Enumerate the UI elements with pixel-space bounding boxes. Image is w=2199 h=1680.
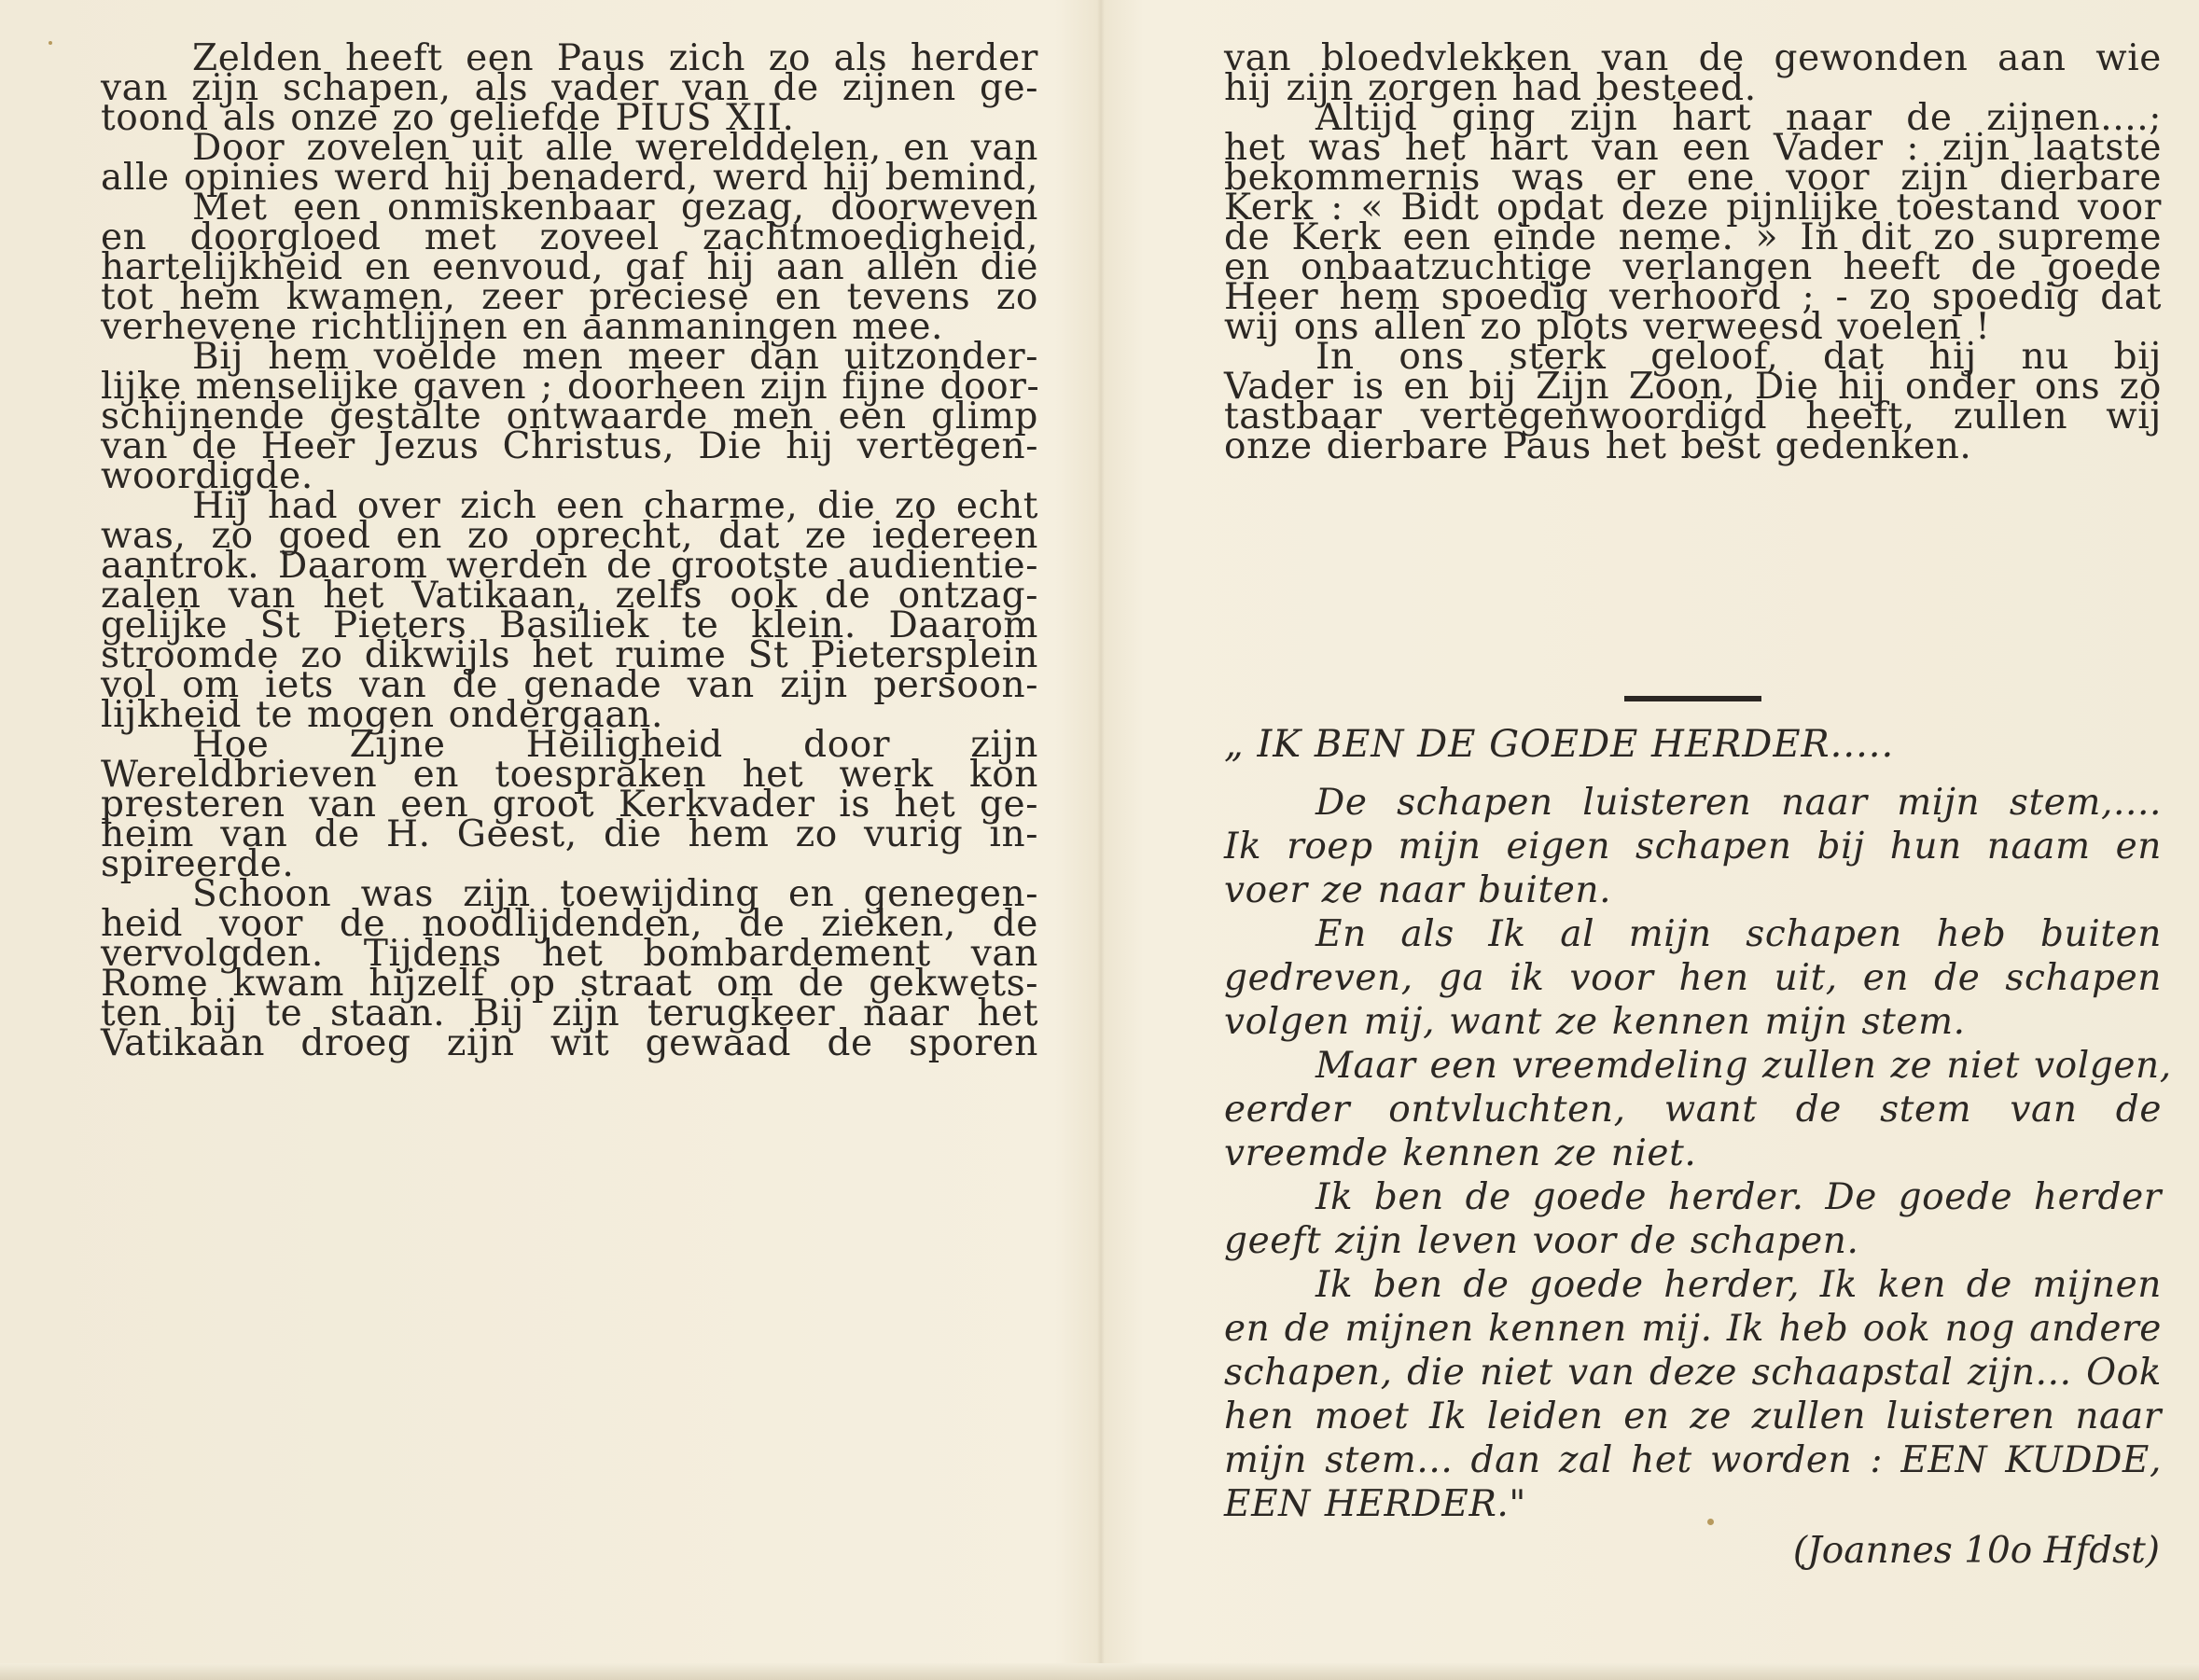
text-line: Hoe Zijne Heiligheid door zijn — [192, 724, 1038, 766]
text-line: Schoon was zijn toewijding en genegen- — [192, 873, 1038, 915]
text-line: van bloedvlekken van de gewonden aan wie — [1224, 37, 2162, 79]
bible-citation: (Joannes 10o Hfdst) — [1792, 1530, 2160, 1572]
text-line: toond als onze zo geliefde PIUS XII. — [101, 97, 795, 139]
text-line: Wereldbrieven en toespraken het werk kon — [101, 754, 1038, 796]
paper-bottom-edge — [0, 1663, 2199, 1680]
text-line: Altijd ging zijn hart naar de zijnen....; — [1315, 97, 2162, 139]
quote-line: vreemde kennen ze niet. — [1224, 1132, 1697, 1174]
text-line: aantrok. Daarom werden de grootste audientie- — [101, 545, 1038, 587]
text-line: Hij had over zich een charme, die zo echt — [192, 485, 1038, 527]
paper-speck — [49, 41, 52, 45]
text-line: Heer hem spoedig verhoord ; - zo spoedig dat — [1224, 276, 2162, 318]
text-line: vol om iets van de genade van zijn persoon- — [101, 664, 1038, 706]
text-line: hij zijn zorgen had besteed. — [1224, 67, 1757, 109]
text-line: vervolgden. Tijdens het bombardement van — [101, 933, 1038, 975]
quote-line: gedreven, ga ik voor hen uit, en de schapen — [1224, 957, 2162, 999]
text-line: zalen van het Vatikaan, zelfs ook de ontzag- — [101, 575, 1038, 617]
section-divider — [1624, 696, 1761, 701]
text-line: de Kerk een einde neme. » In dit zo supreme — [1224, 216, 2162, 258]
text-line: Vatikaan droeg zijn wit gewaad de sporen — [101, 1022, 1038, 1064]
text-line: presteren van een groot Kerkvader is het ge- — [101, 784, 1038, 826]
quote-line: Ik ben de goede herder. De goede herder — [1315, 1176, 2162, 1218]
text-line: Door zovelen uit alle werelddelen, en van — [192, 127, 1038, 169]
quote-line: En als Ik al mijn schapen heb buiten — [1315, 913, 2162, 955]
text-line: Kerk : « Bidt opdat deze pijnlijke toestand voor — [1224, 187, 2162, 229]
text-line: lijke menselijke gaven ; doorheen zijn fijne door- — [101, 366, 1040, 408]
text-line: spireerde. — [101, 843, 295, 885]
text-line: Vader is en bij Zijn Zoon, Die hij onder ons zo — [1224, 366, 2162, 408]
quote-line: Maar een vreemdeling zullen ze niet volgen, — [1315, 1045, 2172, 1087]
text-line: van zijn schapen, als vader van de zijnen ge- — [101, 67, 1038, 109]
quote-line: Ik roep mijn eigen schapen bij hun naam en — [1224, 826, 2162, 868]
text-line: heid voor de noodlijdenden, de zieken, de — [101, 903, 1038, 945]
text-line: onze dierbare Paus het best gedenken. — [1224, 425, 1972, 467]
text-line: verhevene richtlijnen en aanmaningen mee. — [101, 306, 944, 348]
quote-line: De schapen luisteren naar mijn stem,.... — [1315, 782, 2162, 824]
text-line: hartelijkheid en eenvoud, gaf hij aan allen die — [101, 246, 1038, 288]
text-line: Bij hem voelde men meer dan uitzonder- — [192, 336, 1038, 378]
text-line: tot hem kwamen, zeer preciese en tevens zo — [101, 276, 1038, 318]
quote-line: schapen, die niet van deze schaapstal zijn... Ook — [1224, 1352, 2162, 1394]
text-line: Rome kwam hijzelf op straat om de gekwets- — [101, 963, 1038, 1005]
text-line: woordigde. — [101, 455, 313, 497]
text-line: het was het hart van een Vader : zijn laatste — [1224, 127, 2162, 169]
paper-speck — [1707, 1519, 1714, 1525]
quote-line: hen moet Ik leiden en ze zullen luisteren naar — [1224, 1395, 2162, 1437]
quote-line: EEN HERDER." — [1224, 1483, 1526, 1525]
quote-line: geeft zijn leven voor de schapen. — [1224, 1220, 1859, 1262]
text-line: lijkheid te mogen ondergaan. — [101, 694, 663, 736]
quote-line: voer ze naar buiten. — [1224, 869, 1612, 911]
text-line: Zelden heeft een Paus zich zo als herder — [192, 37, 1038, 79]
text-line: tastbaar vertegenwoordigd heeft, zullen wij — [1224, 396, 2162, 437]
quote-line: mijn stem... dan zal het worden : EEN KUDDE, — [1224, 1439, 2162, 1481]
text-line: schijnende gestalte ontwaarde men een glimp — [101, 396, 1038, 437]
text-line: van de Heer Jezus Christus, Die hij vertegen- — [101, 425, 1038, 467]
text-line: In ons sterk geloof, dat hij nu bij — [1315, 336, 2162, 378]
quote-heading: „ IK BEN DE GOEDE HERDER..... — [1224, 723, 1895, 766]
text-line: heim van de H. Geest, die hem zo vurig in- — [101, 813, 1038, 855]
text-line: was, zo goed en zo oprecht, dat ze iedereen — [101, 515, 1038, 557]
text-line: bekommernis was er ene voor zijn dierbare — [1224, 157, 2162, 199]
quote-line: eerder ontvluchten, want de stem van de — [1224, 1089, 2162, 1131]
text-line: stroomde zo dikwijls het ruime St Pietersplein — [101, 634, 1038, 676]
text-line: wij ons allen zo plots verweesd voelen ! — [1224, 306, 1991, 348]
quote-line: en de mijnen kennen mij. Ik heb ook nog andere — [1224, 1308, 2162, 1350]
quote-line: Ik ben de goede herder, Ik ken de mijnen — [1315, 1264, 2162, 1306]
text-line: en onbaatzuchtige verlangen heeft de goede — [1224, 246, 2162, 288]
text-line: alle opinies werd hij benaderd, werd hij bemind, — [101, 157, 1038, 199]
text-line: en doorgloed met zoveel zachtmoedigheid, — [101, 216, 1038, 258]
quote-line: volgen mij, want ze kennen mijn stem. — [1224, 1001, 1966, 1043]
text-line: Met een onmiskenbaar gezag, doorweven — [192, 187, 1038, 229]
center-fold — [1097, 0, 1105, 1680]
text-line: gelijke St Pieters Basiliek te klein. Daarom — [101, 604, 1038, 646]
text-line: ten bij te staan. Bij zijn terugkeer naar het — [101, 993, 1038, 1034]
